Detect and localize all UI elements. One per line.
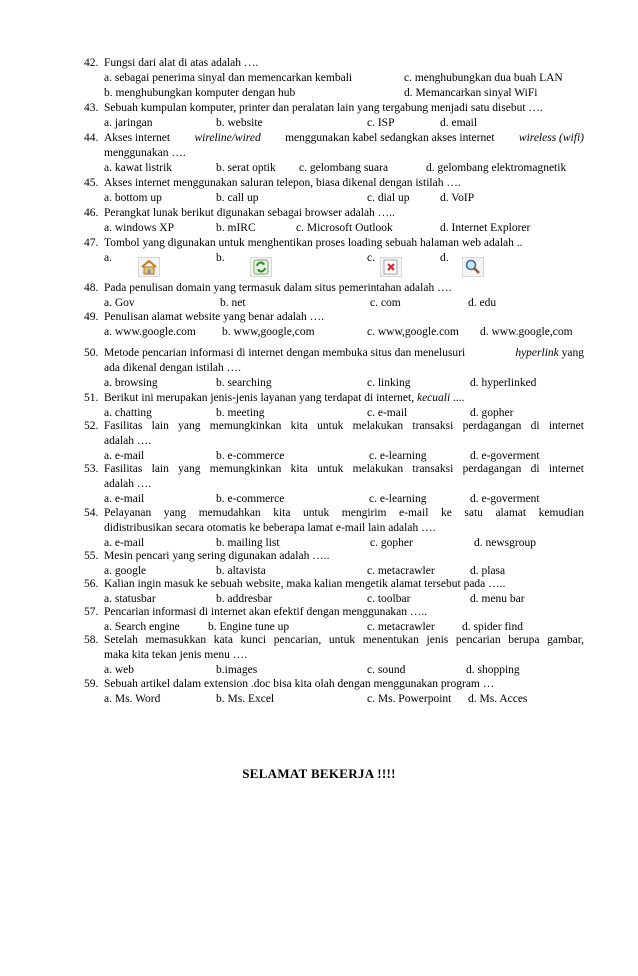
option-c: c. e-learning (369, 450, 427, 462)
option-d: d. Internet Explorer (440, 222, 531, 234)
option-c: c. (367, 252, 375, 264)
option-a: a. statusbar (104, 593, 156, 605)
question-46: 46. Perangkat lunak berikut digunakan sebagai browser adalah ….. a. windows XP b. mIRC c. Microsoft Outlook d. Internet Explorer (84, 207, 531, 234)
option-d: d. edu (468, 297, 497, 309)
option-d: d. VoIP (440, 192, 475, 204)
option-b: b. net (220, 297, 246, 309)
search-icon (462, 257, 484, 277)
option-c: c. sound (367, 664, 406, 676)
option-d: d. (440, 252, 449, 264)
question-50: 50. Metode pencarian informasi di internet dengan membuka situs dan menelusuri hyperlink yang ada dikenal dengan istilah …. a. browsing b. searching c. linking d. hyperlinked (84, 347, 584, 389)
option-b: b. call up (216, 192, 259, 204)
option-b: b. Ms. Excel (216, 693, 275, 705)
option-a: a. (104, 252, 112, 264)
option-c: c. Ms. Powerpoint (367, 693, 452, 705)
question-53: 53. Fasilitas lain yang memungkinkan kita untuk melakukan transaksi perdagangan di internet adalah …. a. e-mail b. e-commerce c. e-learning d. e-goverment (84, 463, 584, 505)
question-57: 57. Pencarian informasi di internet akan efektif dengan menggunakan ….. a. Search engine b. Engine tune up c. metacrawler d. spider find (84, 606, 524, 633)
option-c: c. e-learning (369, 493, 427, 505)
option-d: d. gelombang elektromagnetik (426, 162, 567, 174)
option-d: d. Memancarkan sinyal WiFi (404, 87, 538, 99)
question-44: 44. Akses internet wireline/wired menggunakan kabel sedangkan akses internet wireless (wifi) menggunakan …. a. kawat listrik b. serat optik c. gelombang suara d. gelombang elektromagnetik (84, 132, 584, 174)
question-51: 51. Berikut ini merupakan jenis-jenis layanan yang terdapat di internet, kecuali .... a. chatting b. meeting c. e-mail d. gopher (84, 392, 514, 419)
option-c: c. metacrawler (367, 565, 435, 577)
option-b: b. searching (216, 377, 272, 389)
option-d: d. www.google,com (480, 326, 573, 338)
option-c: c. gopher (370, 537, 413, 549)
question-49: 49. Penulisan alamat website yang benar adalah …. a. www.google.com b. www,google,com c. www,google.com d. www.google,com (84, 311, 573, 338)
question-55: 55. Mesin pencari yang sering digunakan adalah ….. a. google b. altavista c. metacrawler d. plasa (84, 550, 506, 577)
option-c: c. com (370, 297, 401, 309)
option-b: b. menghubungkan komputer dengan hub (104, 87, 296, 99)
option-b: b. meeting (216, 407, 265, 419)
option-a: a. kawat listrik (104, 162, 173, 174)
option-a: a. e-mail (104, 450, 145, 462)
option-d: d. shopping (466, 664, 520, 676)
option-b: b.images (216, 664, 258, 676)
option-b: b. www,google,com (222, 326, 315, 338)
option-b: b. e-commerce (216, 493, 285, 505)
option-b: b. mIRC (216, 222, 256, 234)
option-c: c. menghubungkan dua buah LAN (404, 72, 563, 84)
option-d: d. e-goverment (470, 450, 540, 462)
option-d: d. menu bar (470, 593, 525, 605)
option-a: a. sebagai penerima sinyal dan memencarkan kembali (104, 72, 353, 84)
option-d: d. newsgroup (474, 537, 536, 549)
option-c: c. toolbar (367, 593, 411, 605)
option-d: d. plasa (470, 565, 506, 577)
option-b: b. e-commerce (216, 450, 285, 462)
home-icon (138, 257, 160, 277)
question-54: 54. Pelayanan yang memudahkan kita untuk mengirim e-mail ke satu alamat kemudian didistribusikan secara otomatis ke beberapa lamat e-mail lain adalah …. a. e-mail b. mailing list c. gopher d. newsgroup (84, 507, 584, 549)
option-c: c. e-mail (367, 407, 408, 419)
option-a: a. Gov (104, 297, 135, 309)
option-c: c. metacrawler (367, 621, 435, 633)
question-59: 59. Sebuah artikel dalam extension .doc bisa kita olah dengan menggunakan program … a. Ms. Word b. Ms. Excel c. Ms. Powerpoint d. Ms. Acces (84, 678, 528, 705)
option-c: c. ISP (367, 117, 395, 129)
option-a: a. Ms. Word (104, 693, 161, 705)
question-58: 58. Setelah memasukkan kata kunci pencarian, untuk menentukan jenis pencarian berupa gambar, maka kita tekan jenis menu …. a. web b.images c. sound d. shopping (84, 634, 584, 676)
option-a: a. Search engine (104, 621, 180, 633)
option-d: d. e-goverment (470, 493, 540, 505)
option-c: c. Microsoft Outlook (296, 222, 393, 234)
option-d: d. hyperlinked (470, 377, 537, 389)
option-a: a. windows XP (104, 222, 174, 234)
option-a: a. e-mail (104, 493, 145, 505)
option-b: b. mailing list (216, 537, 280, 549)
question-42: 42. Fungsi dari alat di atas adalah …. a. sebagai penerima sinyal dan memencarkan kembali c. menghubungkan dua buah LAN b. menghubungkan komputer dengan hub d. Memancarkan sinyal WiFi (84, 57, 563, 99)
option-a: a. web (104, 664, 135, 676)
option-c: c. gelombang suara (299, 162, 389, 174)
option-a: a. chatting (104, 407, 152, 419)
closing-message: SELAMAT BEKERJA !!!! (242, 766, 396, 781)
option-d: d. gopher (470, 407, 514, 419)
option-b: b. (216, 252, 225, 264)
option-c: c. linking (367, 377, 411, 389)
option-b: b. altavista (216, 565, 266, 577)
option-c: c. dial up (367, 192, 410, 204)
option-d: d. email (440, 117, 478, 129)
option-a: a. google (104, 565, 147, 577)
option-b: b. serat optik (216, 162, 276, 174)
option-a: a. bottom up (104, 192, 162, 204)
stop-icon (380, 257, 402, 277)
option-b: b. addresbar (216, 593, 273, 605)
option-d: d. spider find (462, 621, 524, 633)
option-a: a. www.google.com (104, 326, 196, 338)
option-b: b. website (216, 117, 263, 129)
option-d: d. Ms. Acces (468, 693, 528, 705)
option-c: c. www,google.com (367, 326, 459, 338)
question-52: 52. Fasilitas lain yang memungkinkan kita untuk melakukan transaksi perdagangan di internet adalah …. a. e-mail b. e-commerce c. e-learning d. e-goverment (84, 420, 584, 462)
question-47: 47. Tombol yang digunakan untuk menghentikan proses loading sebuah halaman web adalah .. a. b. c. d. (84, 236, 584, 281)
question-43: 43. Sebuah kumpulan komputer, printer dan peralatan lain yang tergabung menjadi satu disebut …. a. jaringan b. website c. ISP d. email (84, 102, 543, 129)
option-a: a. e-mail (104, 537, 145, 549)
question-48: 48. Pada penulisan domain yang termasuk dalam situs pemerintahan adalah …. a. Gov b. net c. com d. edu (84, 282, 497, 309)
question-56: 56. Kalian ingin masuk ke sebuah website, maka kalian mengetik alamat tersebut pada ….. a. statusbar b. addresbar c. toolbar d. menu bar (84, 578, 525, 605)
option-a: a. browsing (104, 377, 158, 389)
refresh-icon (250, 257, 272, 277)
option-a: a. jaringan (104, 117, 153, 129)
option-b: b. Engine tune up (208, 621, 290, 633)
question-45: 45. Akses internet menggunakan saluran telepon, biasa dikenal dengan istilah …. a. bottom up b. call up c. dial up d. VoIP (84, 177, 475, 204)
